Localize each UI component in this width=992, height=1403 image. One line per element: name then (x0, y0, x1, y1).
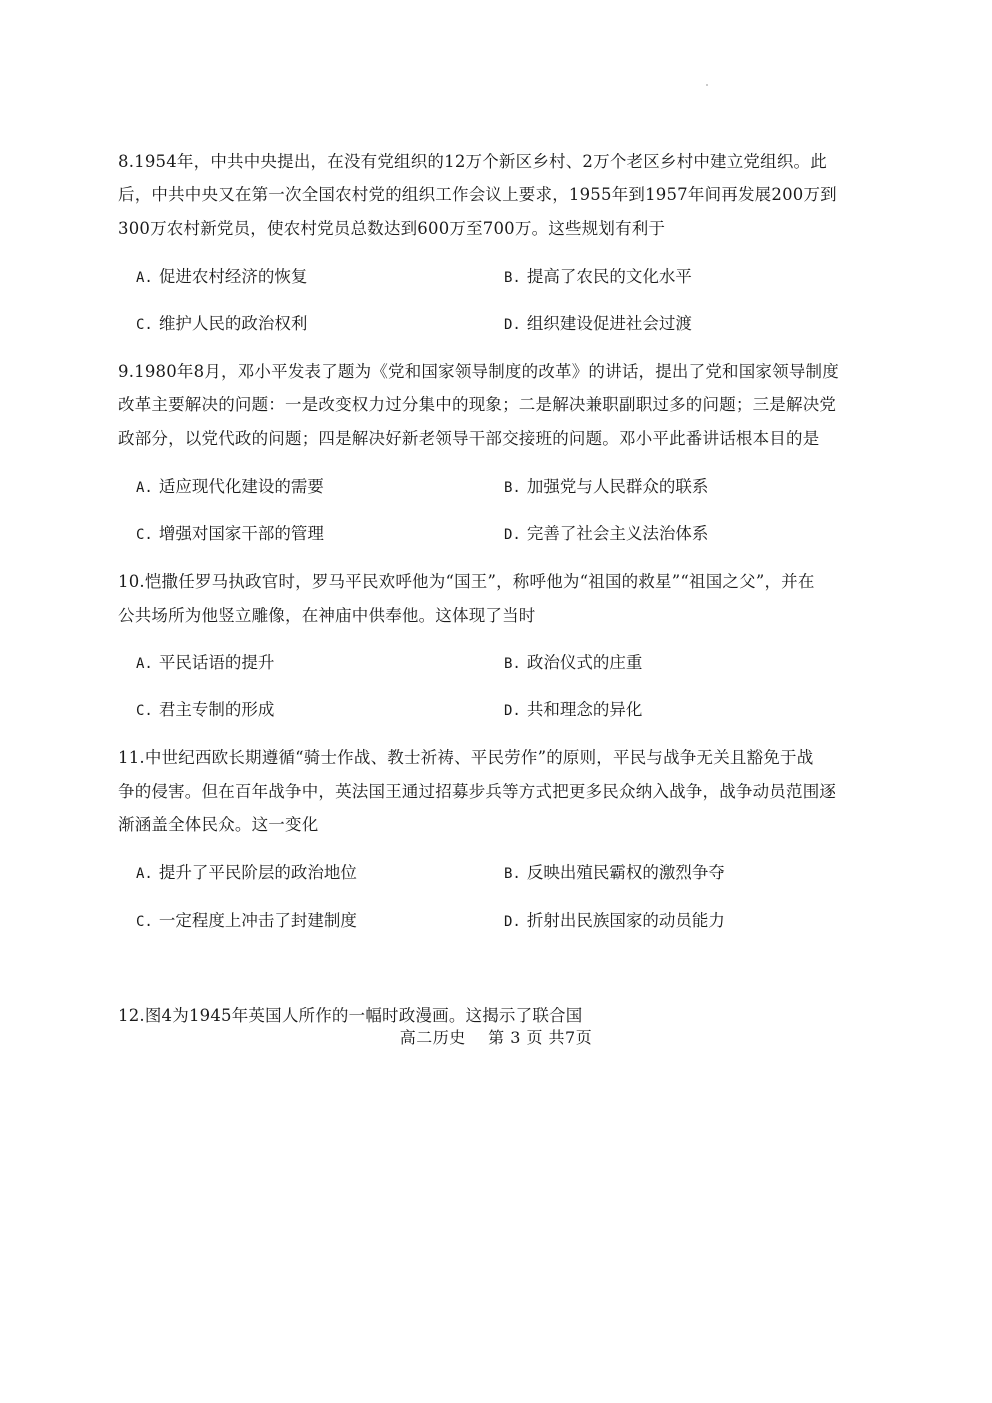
option-a (136, 265, 307, 290)
option-text: 提高了农民的文化水平 (526, 267, 692, 286)
option-letter: A. (136, 270, 153, 286)
option-text: 政治仪式的庄重 (526, 653, 643, 672)
question-stem-line: 政部分，以党代政的问题；四是解决好新老领导干部交接班的问题。邓小平此番讲话根本目的是 (118, 429, 820, 448)
option-letter: C. (136, 914, 153, 930)
question-stem-line: 后，中共中央又在第一次全国农村党的组织工作会议上要求，1955年到1957年间再发展200万到 (118, 185, 837, 204)
option-d (504, 909, 725, 934)
option-b (504, 475, 708, 500)
option-text: 反映出殖民霸权的激烈争夺 (526, 863, 725, 882)
question-stem-line: 9.1980年8月，邓小平发表了题为《党和国家领导制度的改革》的讲话，提出了党和国家领导制度 (118, 362, 839, 381)
option-letter: B. (504, 866, 521, 882)
option-text: 君主专制的形成 (158, 700, 275, 719)
option-letter: B. (504, 480, 521, 496)
question-stem-line: 渐涵盖全体民众。这一变化 (118, 815, 319, 834)
question-stem-line: 争的侵害。但在百年战争中，英法国王通过招募步兵等方式把更多民众纳入战争，战争动员范围逐 (118, 782, 837, 801)
option-text: 适应现代化建设的需要 (158, 477, 324, 496)
option-letter: C. (136, 317, 153, 333)
option-d (504, 522, 708, 547)
option-letter: A. (136, 656, 153, 672)
option-text: 提升了平民阶层的政治地位 (158, 863, 357, 882)
option-c (136, 698, 274, 723)
option-c (136, 909, 357, 934)
option-a (136, 861, 357, 886)
question-stem-line: 改革主要解决的问题：一是改变权力过分集中的现象；二是解决兼职副职过多的问题；三是解决党 (118, 395, 837, 414)
option-text: 组织建设促进社会过渡 (526, 314, 692, 333)
option-letter: A. (136, 866, 153, 882)
option-letter: B. (504, 270, 521, 286)
option-text: 一定程度上冲击了封建制度 (158, 911, 357, 930)
option-letter: A. (136, 480, 153, 496)
option-text: 完善了社会主义法治体系 (526, 524, 709, 543)
option-text: 平民话语的提升 (158, 653, 275, 672)
option-letter: D. (504, 703, 521, 719)
question-stem-line: 12.图4为1945年英国人所作的一幅时政漫画。这揭示了联合国 (118, 1006, 583, 1025)
option-letter: B. (504, 656, 521, 672)
option-text: 共和理念的异化 (526, 700, 643, 719)
question-stem-line: 公共场所为他竖立雕像，在神庙中供奉他。这体现了当时 (118, 606, 536, 625)
question-stem-line: 11.中世纪西欧长期遵循“骑士作战、教士祈祷、平民劳作”的原则，平民与战争无关且豁免于战 (118, 748, 814, 767)
option-letter: D. (504, 317, 521, 333)
option-b (504, 651, 642, 676)
option-a (136, 475, 324, 500)
option-d (504, 698, 642, 723)
option-b (504, 265, 692, 290)
option-text: 增强对国家干部的管理 (158, 524, 324, 543)
option-letter: C. (136, 703, 153, 719)
question-stem-line: 300万农村新党员，使农村党员总数达到600万至700万。这些规划有利于 (118, 219, 666, 238)
scan-speck (706, 84, 708, 86)
option-a (136, 651, 274, 676)
option-text: 促进农村经济的恢复 (158, 267, 308, 286)
page-footer: 高二历史 第 3 页 共7页 (399, 1028, 593, 1047)
option-letter: D. (504, 527, 521, 543)
option-text: 折射出民族国家的动员能力 (526, 911, 725, 930)
question-stem-line: 8.1954年，中共中央提出，在没有党组织的12万个新区乡村、2万个老区乡村中建立党组织。此 (118, 152, 827, 171)
option-text: 维护人民的政治权利 (158, 314, 308, 333)
option-c (136, 522, 324, 547)
option-b (504, 861, 725, 886)
question-stem-line: 10.恺撒任罗马执政官时，罗马平民欢呼他为“国王”，称呼他为“祖国的救星”“祖国之父”，并在 (118, 572, 815, 591)
option-letter: D. (504, 914, 521, 930)
option-text: 加强党与人民群众的联系 (526, 477, 709, 496)
option-letter: C. (136, 527, 153, 543)
option-c (136, 312, 307, 337)
option-d (504, 312, 692, 337)
